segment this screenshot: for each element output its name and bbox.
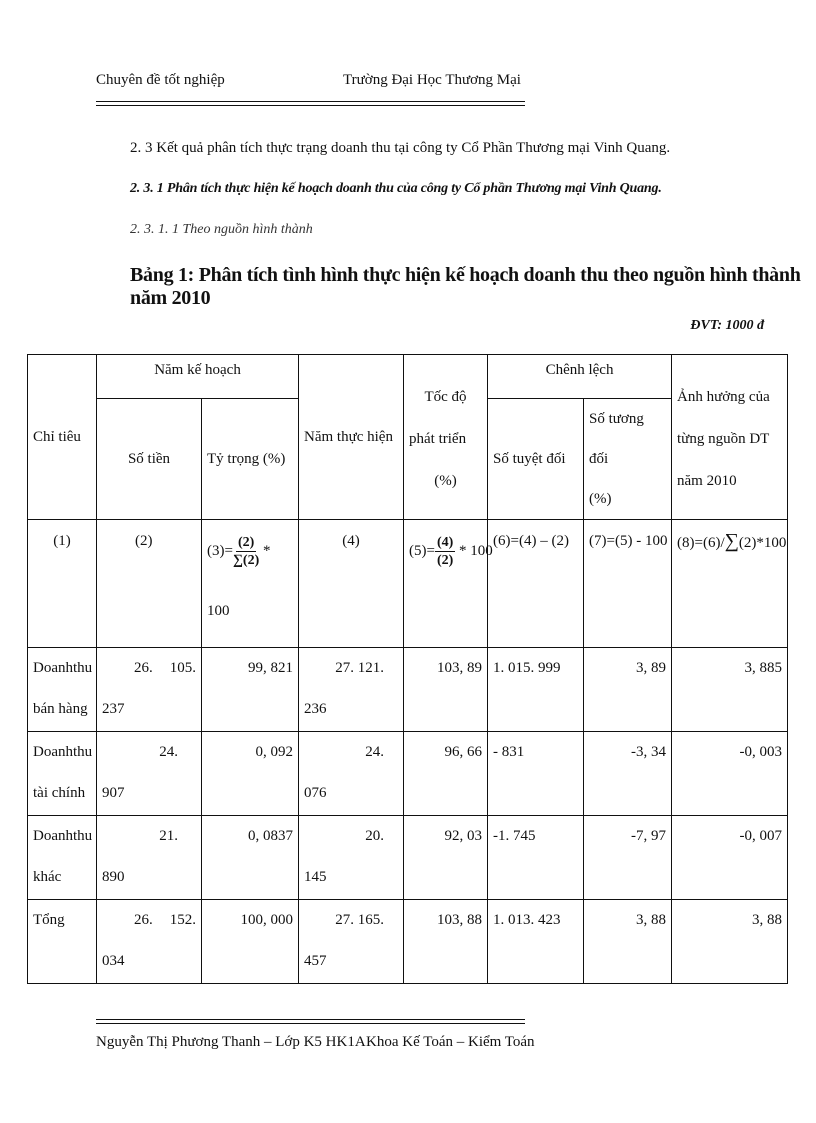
formula-cell: (1) [28, 520, 97, 648]
row-label-part: thu [73, 744, 93, 760]
cell-anh-huong: -0, 007 [672, 816, 788, 900]
header-so-tuong-doi-line2: (%) [589, 491, 612, 507]
fraction-numerator: (2) [237, 535, 255, 550]
row-label [28, 816, 97, 900]
header-right: Trường Đại Học Thương Mại [343, 72, 521, 88]
row-label-part: khác [33, 869, 62, 885]
formula-cell [672, 520, 788, 648]
formula-cell: (6)=(4) – (2) [488, 520, 584, 648]
cell-nam-thuc-hien [299, 816, 404, 900]
row-label-part: Doanh [33, 660, 73, 676]
formula-tail: 100 [207, 603, 230, 619]
table-row-total [28, 900, 788, 984]
cell-ty-trong: 0, 0837 [202, 816, 299, 900]
value-part: 145 [304, 869, 327, 885]
formula-cell: (2) [97, 520, 202, 648]
header-so-tien [97, 399, 202, 520]
formula-cell [202, 520, 299, 648]
value-part: 105. [169, 660, 196, 676]
row-label-part: thu [73, 828, 93, 844]
header-nam-ke-hoach [97, 355, 299, 399]
value-part: 890 [102, 869, 125, 885]
value-part: 237 [102, 701, 125, 717]
formula-prefix: (8)=(6)/ [677, 535, 725, 551]
cell-nam-thuc-hien [299, 732, 404, 816]
revenue-analysis-table [27, 354, 788, 984]
row-label-part: Tổng [33, 912, 65, 928]
subsection-heading: 2. 3. 1 Phân tích thực hiện kế hoạch doanh thu của công ty Cổ phần Thương mại Vinh Quang. [130, 181, 662, 196]
cell-ty-trong: 99, 821 [202, 648, 299, 732]
header-anh-huong-line2: từng nguồn DT [677, 431, 770, 447]
value-part: 27. 165. [335, 912, 385, 928]
table-row [28, 816, 788, 900]
header-rule [96, 101, 525, 102]
header-chi-tieu [28, 355, 97, 520]
value-part: 907 [102, 785, 125, 801]
cell-ty-trong: 100, 000 [202, 900, 299, 984]
footer-right: Khoa Kế Toán – Kiểm Toán [366, 1034, 535, 1050]
cell-anh-huong: -0, 003 [672, 732, 788, 816]
header-chenh-lech-label: Chênh lệch [545, 362, 614, 378]
formula-cell: (4) [299, 520, 404, 648]
value-part: 457 [304, 953, 327, 969]
cell-so-tien [97, 732, 202, 816]
header-so-tuyet-doi-label: Số tuyệt đối [493, 451, 566, 467]
fraction [233, 534, 259, 569]
unit-label: ĐVT: 1000 đ [690, 318, 764, 333]
row-label-part: Doanh [33, 828, 73, 844]
sigma-symbol: ∑ [724, 530, 739, 552]
header-rule [96, 105, 525, 106]
table-header-row [28, 355, 788, 399]
header-anh-huong-line3: năm 2010 [677, 473, 737, 489]
header-anh-huong [672, 355, 788, 520]
cell-nam-thuc-hien [299, 900, 404, 984]
header-nam-thuc-hien [299, 355, 404, 520]
cell-so-tien [97, 648, 202, 732]
formula-suffix: (2)*100 [738, 535, 787, 551]
formula-prefix: (5)= [409, 542, 435, 559]
header-so-tuyet-doi [488, 399, 584, 520]
value-part: 26. [134, 912, 153, 928]
row-label-part: tài chính [33, 785, 86, 801]
formula-cell [404, 520, 493, 648]
row-label [28, 732, 97, 816]
row-label-part: Doanh [33, 744, 73, 760]
value-part: 034 [102, 953, 125, 969]
cell-toc-do: 92, 03 [404, 816, 488, 900]
header-toc-do-line2: phát triển [409, 431, 467, 447]
footer-rule [96, 1019, 525, 1020]
header-ty-trong-label: Tỷ trọng (%) [207, 451, 286, 467]
header-so-tuong-doi-line1: Số tương đối [589, 411, 644, 467]
value-part: 24. [365, 744, 385, 760]
cell-toc-do: 103, 88 [404, 900, 488, 984]
value-part: 20. [365, 828, 385, 844]
fraction-denominator: ∑(2) [232, 553, 260, 568]
header-ty-trong [202, 399, 299, 520]
value-part: 21. [159, 828, 178, 844]
cell-so-tuong-doi: -3, 34 [584, 732, 672, 816]
formula-suffix: * 100 [459, 542, 493, 559]
table-title: Bảng 1: Phân tích tình hình thực hiện kế hoạch doanh thu theo nguồn hình thành năm 2010 [130, 264, 801, 309]
header-nam-ke-hoach-label: Năm kế hoạch [154, 362, 241, 378]
cell-so-tuong-doi: 3, 89 [584, 648, 672, 732]
cell-toc-do: 103, 89 [404, 648, 488, 732]
row-label-part: thu [73, 660, 93, 676]
cell-ty-trong: 0, 092 [202, 732, 299, 816]
formula-prefix: (3)= [207, 542, 233, 559]
cell-so-tuyet-doi: 1. 013. 423 [488, 900, 584, 984]
fraction-denominator: (2) [436, 553, 454, 568]
value-part: 27. 121. [335, 660, 385, 676]
cell-so-tuyet-doi: -1. 745 [488, 816, 584, 900]
header-chenh-lech [488, 355, 672, 399]
formula-row [28, 520, 788, 648]
row-label [28, 900, 97, 984]
header-anh-huong-line1: Ảnh hưởng của [677, 389, 770, 405]
fraction [435, 534, 455, 569]
cell-so-tuyet-doi: - 831 [488, 732, 584, 816]
cell-anh-huong: 3, 885 [672, 648, 788, 732]
header-toc-do [404, 355, 488, 520]
cell-so-tuong-doi: 3, 88 [584, 900, 672, 984]
section-heading: 2. 3 Kết quả phân tích thực trạng doanh thu tại công ty Cổ Phần Thương mại Vinh Quang. [130, 140, 671, 156]
row-label [28, 648, 97, 732]
header-nam-thuc-hien-label: Năm thực hiện [304, 429, 393, 445]
value-part: 236 [304, 701, 327, 717]
table-row [28, 648, 788, 732]
fraction-numerator: (4) [436, 535, 454, 550]
value-part: 26. [134, 660, 153, 676]
formula-cell: (7)=(5) - 100 [584, 520, 672, 648]
value-part: 076 [304, 785, 327, 801]
table-row [28, 732, 788, 816]
cell-so-tuong-doi: -7, 97 [584, 816, 672, 900]
row-label-part: bán hàng [33, 701, 88, 717]
cell-anh-huong: 3, 88 [672, 900, 788, 984]
footer-rule [96, 1023, 525, 1024]
header-so-tuong-doi [584, 399, 672, 520]
formula-suffix: * [263, 542, 271, 559]
header-toc-do-line1: Tốc độ [424, 389, 467, 405]
cell-toc-do: 96, 66 [404, 732, 488, 816]
value-part: 152. [169, 912, 196, 928]
cell-nam-thuc-hien [299, 648, 404, 732]
cell-so-tien [97, 900, 202, 984]
header-left: Chuyên đề tốt nghiệp [96, 72, 225, 88]
cell-so-tuyet-doi: 1. 015. 999 [488, 648, 584, 732]
value-part: 24. [159, 744, 178, 760]
header-chi-tieu-label: Chỉ tiêu [33, 429, 81, 445]
subsubsection-heading: 2. 3. 1. 1 Theo nguồn hình thành [130, 222, 313, 237]
header-toc-do-line3: (%) [434, 473, 457, 489]
cell-so-tien [97, 816, 202, 900]
footer-left: Nguyễn Thị Phương Thanh – Lớp K5 HK1A [96, 1034, 366, 1050]
header-so-tien-label: Số tiền [127, 451, 171, 467]
